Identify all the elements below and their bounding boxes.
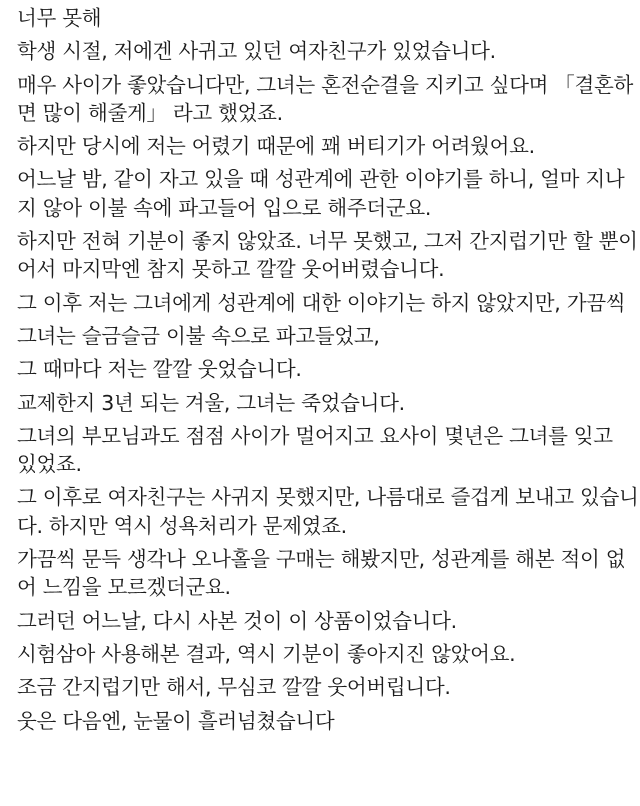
text-line: 조금 간지럽기만 해서, 무심코 깔깔 웃어버립니다. [17,675,451,700]
paragraph [17,422,635,479]
paragraph [17,289,635,317]
text-line: 어느날 밤, 같이 자고 있을 때 성관계에 관한 이야기를 하니, 얼마 지나 [17,167,625,192]
text-line: 매우 사이가 좋았습니다만, 그녀는 혼전순결을 지키고 싶다며 「결혼하 [17,72,634,97]
text-line: 교제한지 3년 되는 겨울, 그녀는 죽었습니다. [17,390,405,415]
paragraph [17,707,635,735]
text-line: 그녀는 슬금슬금 이불 속으로 파고들었고, [17,323,380,348]
paragraph [17,132,635,160]
text-line: 웃은 다음엔, 눈물이 흘러넘쳤습니다 [17,708,335,733]
paragraph [17,37,635,65]
text-line: 지 않아 이불 속에 파고들어 입으로 해주더군요. [17,195,432,220]
title-line: 너무 못해 [17,6,102,30]
text-line: 면 많이 해줄게」 라고 했었죠. [17,100,283,125]
text-line: 그 때마다 저는 깔깔 웃었습니다. [17,357,302,382]
post-body [17,37,639,735]
review-post [17,4,639,740]
text-line: 어 느낌을 모르겠더군요. [17,575,231,600]
paragraph [17,355,635,383]
paragraph [17,640,635,668]
paragraph [17,607,635,635]
paragraph [17,673,635,701]
paragraph [17,545,635,602]
text-line: 하지만 당시에 저는 어렸기 때문에 꽤 버티기가 어려웠어요. [17,134,535,159]
text-line: 그녀의 부모님과도 점점 사이가 멀어지고 요사이 몇년은 그녀를 잊고 [17,423,613,448]
paragraph [17,227,638,284]
text-line: 그 이후로 여자친구는 사귀지 못했지만, 나름대로 즐겁게 보내고 있습니 [17,485,639,510]
text-line: 그러던 어느날, 다시 사본 것이 이 상품이었습니다. [17,608,457,633]
paragraph [17,389,635,417]
text-line: 학생 시절, 저에겐 사귀고 있던 여자친구가 있었습니다. [17,39,496,64]
paragraph [17,165,635,222]
text-line: 어서 마지막엔 참지 못하고 깔깔 웃어버렸습니다. [17,257,445,282]
paragraph [17,483,639,540]
post-title [17,4,635,32]
text-line: 있었죠. [17,452,82,477]
text-line: 그 이후 저는 그녀에게 성관계에 대한 이야기는 하지 않았지만, 가끔씩 [17,290,626,315]
text-line: 하지만 전혀 기분이 좋지 않았죠. 너무 못했고, 그저 간지럽기만 할 뿐이 [17,229,638,254]
text-line: 시험삼아 사용해본 결과, 역시 기분이 좋아지진 않았어요. [17,641,516,666]
text-line: 다. 하지만 역시 성욕처리가 문제였죠. [17,513,347,538]
paragraph [17,71,635,128]
text-line: 가끔씩 문득 생각나 오나홀을 구매는 해봤지만, 성관계를 해본 적이 없 [17,547,626,572]
paragraph [17,322,635,350]
